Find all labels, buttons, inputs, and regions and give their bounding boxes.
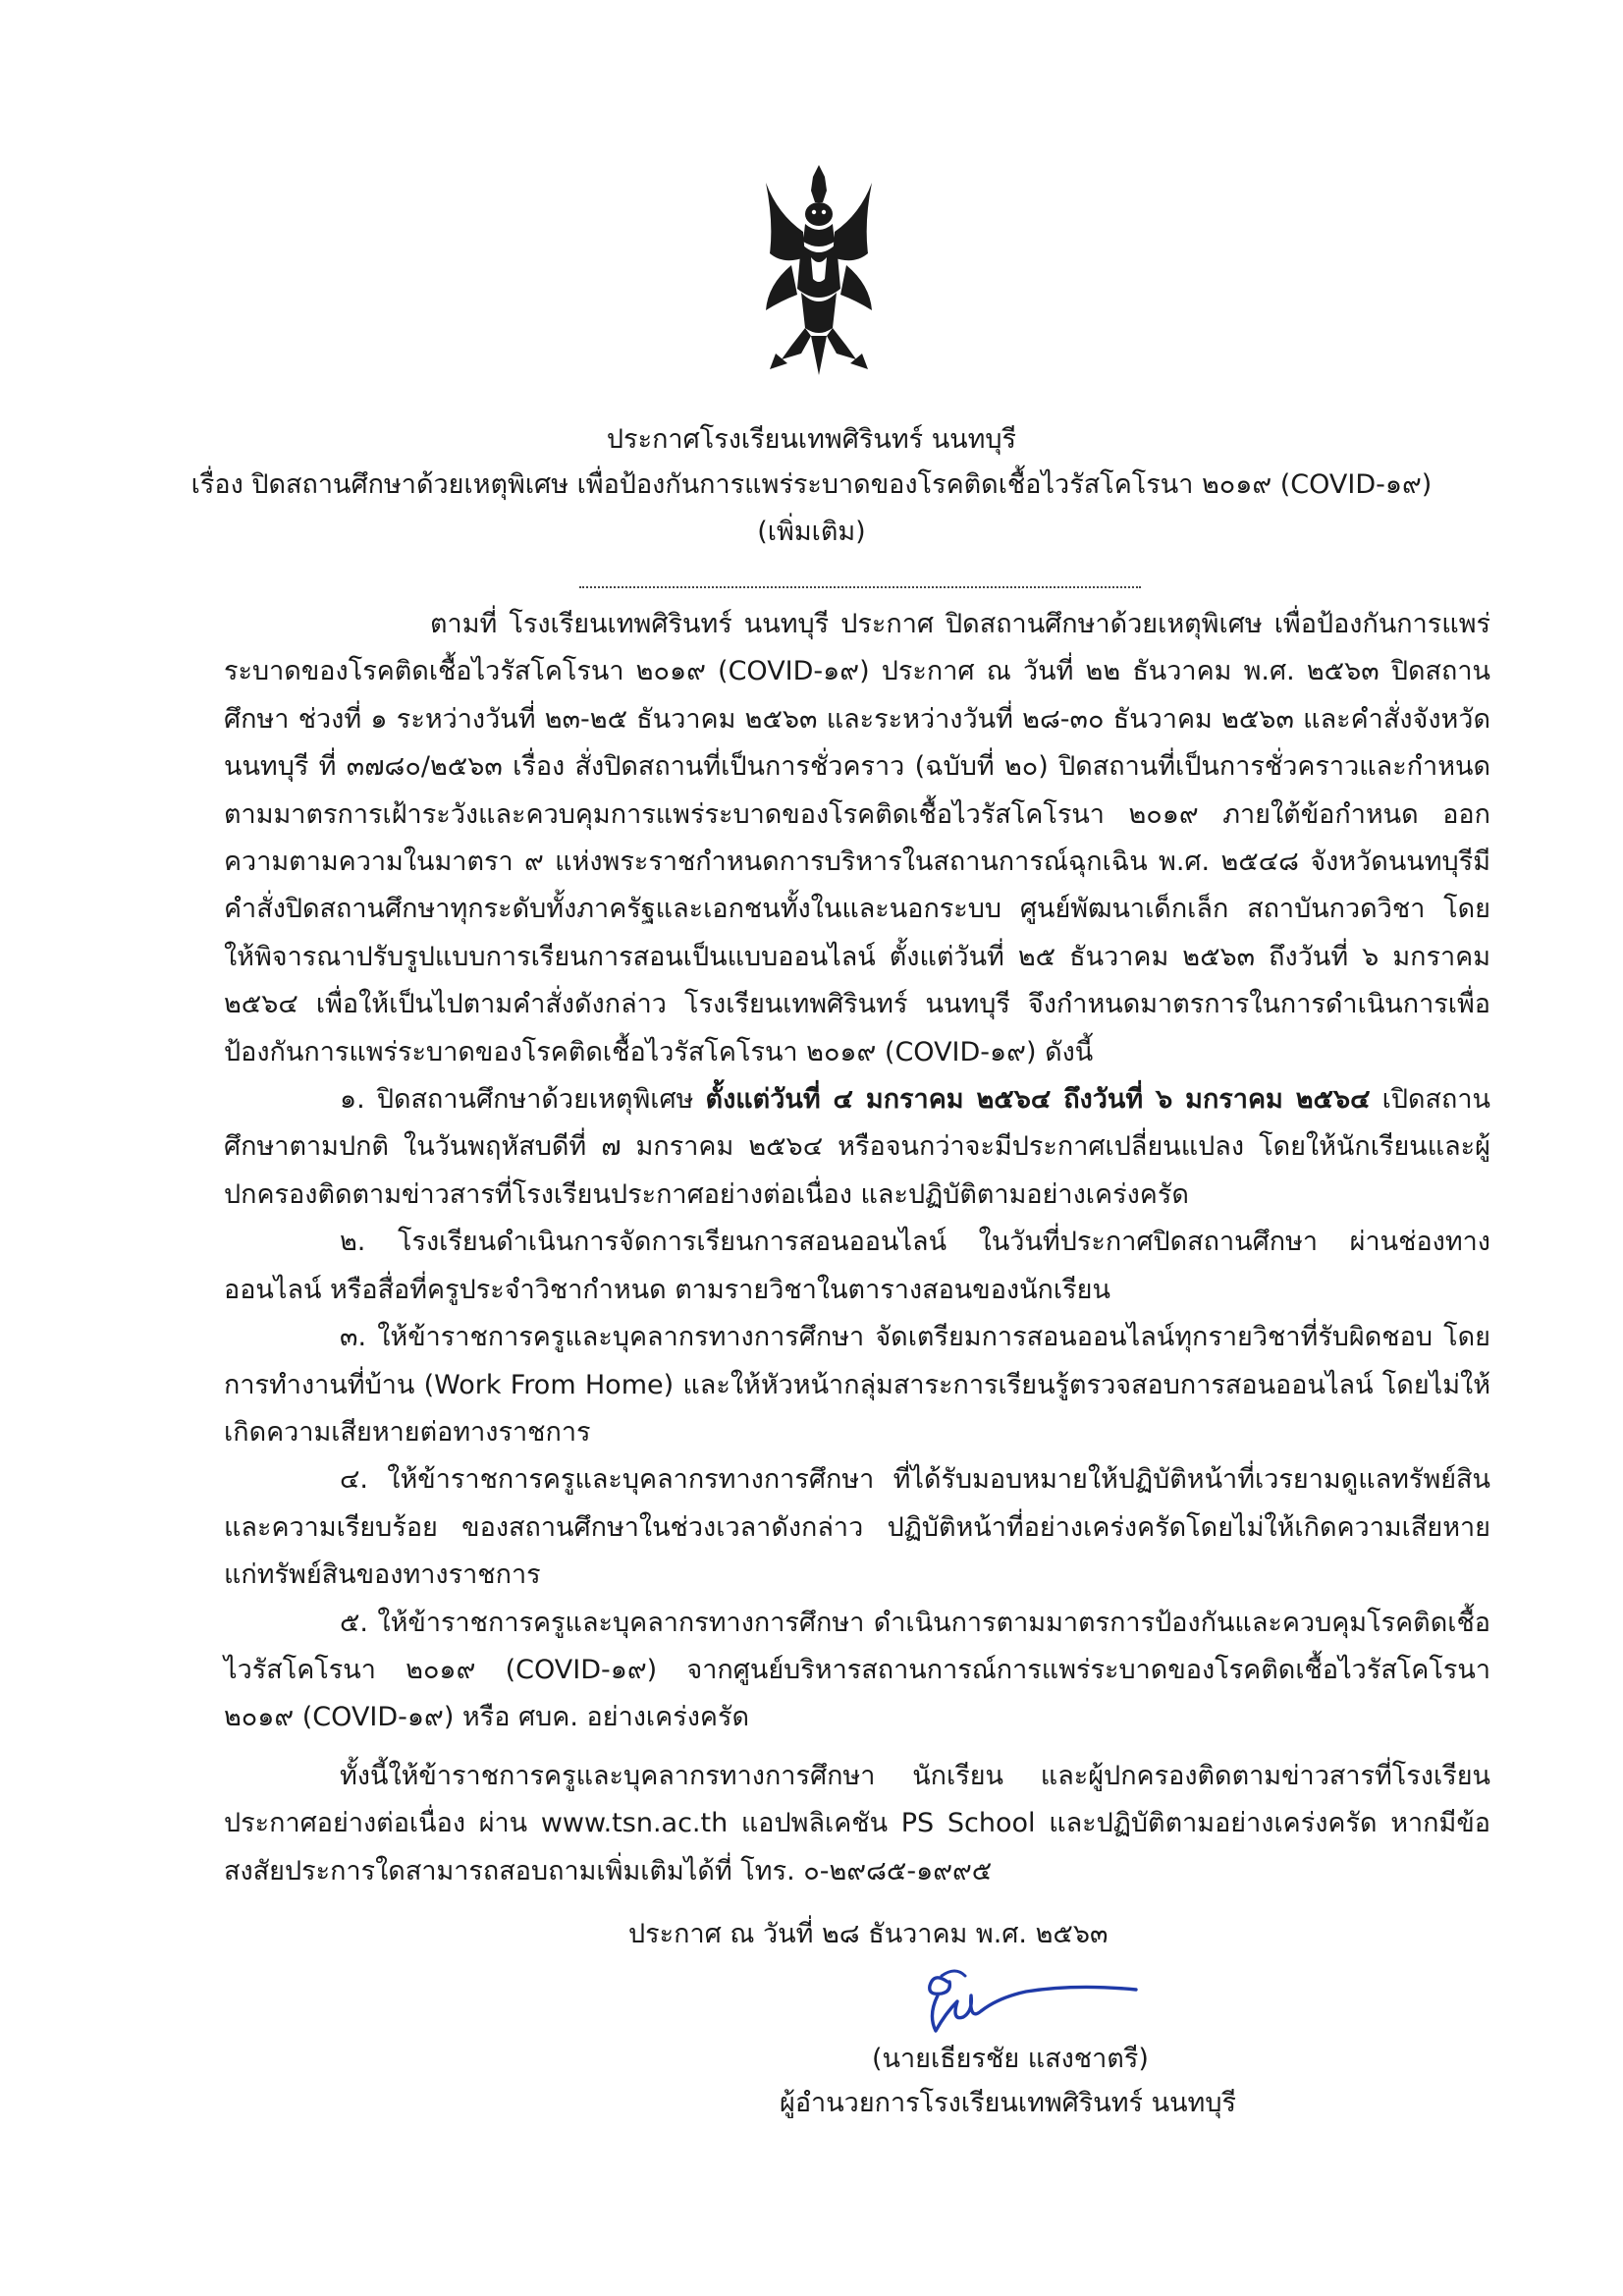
item-4-paragraph: ๔. ให้ข้าราชการครูและบุคลากรทางการศึกษา ที่ได้รับมอบหมายให้ปฏิบัติหน้าที่เวรยามดูแลทรัพย์สิน และความเรียบร้อย ของสถานศึกษาในช่วงเวลาดังกล่าว ปฏิบัติหน้าที่อย่างเคร่งครัดโดยไม่ให้เกิดความเสียหาย แก่ทรัพย์สินของทางราชการ (224, 1464, 1490, 1591)
announcement-body (224, 601, 1490, 1742)
intro-paragraph: ตามที่ โรงเรียนเทพศิรินทร์ นนทบุรี ประกาศ ปิดสถานศึกษาด้วยเหตุพิเศษ เพื่อป้องกันการแพร่ระบาดของโรคติดเชื้อไวรัสโคโรนา ๒๐๑๙ (COVID-๑๙) ประกาศ ณ วันที่ ๒๒ ธันวาคม พ.ศ. ๒๕๖๓ ปิดสถานศึกษา ช่วงที่ ๑ ระหว่างวันที่ ๒๓-๒๕ ธันวาคม ๒๕๖๓ และระหว่างวันที่ ๒๘-๓๐ ธันวาคม ๒๕๖๓ และคำสั่งจังหวัดนนทบุรี ที่ ๓๗๘๐/๒๕๖๓ เรื่อง สั่งปิดสถานที่เป็นการชั่วคราว (ฉบับที่ ๒๐) ปิดสถานที่เป็นการชั่วคราวและกำหนดตามมาตรการเฝ้าระวังและควบคุมการแพร่ระบาดของโรคติดเชื้อไวรัสโคโรนา ๒๐๑๙ ภายใต้ข้อกำหนด ออกความตามความในมาตรา ๙ แห่งพระราชกำหนดการบริหารในสถานการณ์ฉุกเฉิน พ.ศ. ๒๕๔๘ จังหวัดนนทบุรีมีคำสั่งปิดสถานศึกษาทุกระดับทั้งภาครัฐและเอกชนทั้งในและนอกระบบ ศูนย์พัฒนาเด็กเล็ก สถาบันกวดวิชา โดยให้พิจารณาปรับรูปแบบการเรียนการสอนเป็นแบบออนไลน์ ตั้งแต่วันที่ ๒๕ ธันวาคม ๒๕๖๓ ถึงวันที่ ๖ มกราคม ๒๕๖๔ เพื่อให้เป็นไปตามคำสั่งดังกล่าว โรงเรียนเทพศิรินทร์ นนทบุรี จึงกำหนดมาตรการในการดำเนินการเพื่อป้องกันการแพร่ระบาดของโรคติดเชื้อไวรัสโคโรนา ๒๐๑๙ (COVID-๑๙) ดังนี้ (224, 609, 1490, 1067)
signer-position: ผู้อำนวยการโรงเรียนเทพศิรินทร์ นนทบุรี (780, 2088, 1236, 2118)
item-5-paragraph: ๕. ให้ข้าราชการครูและบุคลากรทางการศึกษา ดำเนินการตามมาตรการป้องกันและควบคุมโรคติดเชื้อ ไวรัสโคโรนา ๒๐๑๙ (COVID-๑๙) จากศูนย์บริหารสถานการณ์การแพร่ระบาดของโรคติดเชื้อไวรัสโคโรนา ๒๐๑๙ (COVID-๑๙) หรือ ศบค. อย่างเคร่งครัด (224, 1607, 1490, 1733)
announcement-date: ประกาศ ณ วันที่ ๒๘ ธันวาคม พ.ศ. ๒๕๖๓ (628, 1919, 1109, 1949)
signature-icon (908, 1962, 1144, 2037)
dotted-divider (579, 586, 1141, 588)
item-1-dates: ตั้งแต่วันที่ ๔ มกราคม ๒๕๖๔ ถึงวันที่ ๖ มกราคม ๒๕๖๔ (705, 1084, 1371, 1116)
closing-section (224, 1753, 1490, 1895)
signer-name: (นายเธียรชัย แสงชาตรี) (872, 2044, 1149, 2074)
closing-paragraph: ทั้งนี้ให้ข้าราชการครูและบุคลากรทางการศึกษา นักเรียน และผู้ปกครองติดตามข่าวสารที่โรงเรียน ประกาศอย่างต่อเนื่อง ผ่าน www.tsn.ac.th แอปพลิเคชัน PS School และปฏิบัติตามอย่างเคร่งครัด หากมีข้อสงสัยประการใดสามารถสอบถามเพิ่มเติมได้ที่ โทร. ๐-๒๙๘๕-๑๙๙๕ (224, 1761, 1490, 1886)
item-3-paragraph: ๓. ให้ข้าราชการครูและบุคลากรทางการศึกษา จัดเตรียมการสอนออนไลน์ทุกรายวิชาที่รับผิดชอบ โดยการทำงานที่บ้าน (Work From Home) และให้หัวหน้ากลุ่มสาระการเรียนรู้ตรวจสอบการสอนออนไลน์ โดยไม่ให้เกิดความเสียหายต่อทางราชการ (224, 1322, 1490, 1448)
garuda-emblem-icon (762, 163, 876, 381)
item-1-paragraph (224, 1076, 1490, 1219)
announcement-title: ประกาศโรงเรียนเทพศิรินทร์ นนทบุรี (606, 424, 1017, 455)
announcement-subject: เรื่อง ปิดสถานศึกษาด้วยเหตุพิเศษ เพื่อป้องกันการแพร่ระบาดของโรคติดเชื้อไวรัสโคโรนา ๒๐๑๙ (COVID-๑๙) (190, 469, 1433, 500)
item-2-paragraph: ๒. โรงเรียนดำเนินการจัดการเรียนการสอนออนไลน์ ในวันที่ประกาศปิดสถานศึกษา ผ่านช่องทางออนไลน์ หรือสื่อที่ครูประจำวิชากำหนด ตามรายวิชาในตารางสอนของนักเรียน (224, 1227, 1490, 1305)
item-1-rest: เปิดสถานศึกษาตามปกติ ในวันพฤหัสบดีที่ ๗ มกราคม ๒๕๖๔ หรือจนกว่าจะมีประกาศเปลี่ยนแปลง โดยให้นักเรียนและผู้ปกครองติดตามข่าวสารที่โรงเรียนประกาศอย่างต่อเนื่อง และปฏิบัติตามอย่างเคร่งครัด (224, 1084, 1490, 1210)
announcement-subtitle: (เพิ่มเติม) (757, 517, 866, 547)
item-1-lead: ๑. ปิดสถานศึกษาด้วยเหตุพิเศษ (340, 1084, 706, 1116)
